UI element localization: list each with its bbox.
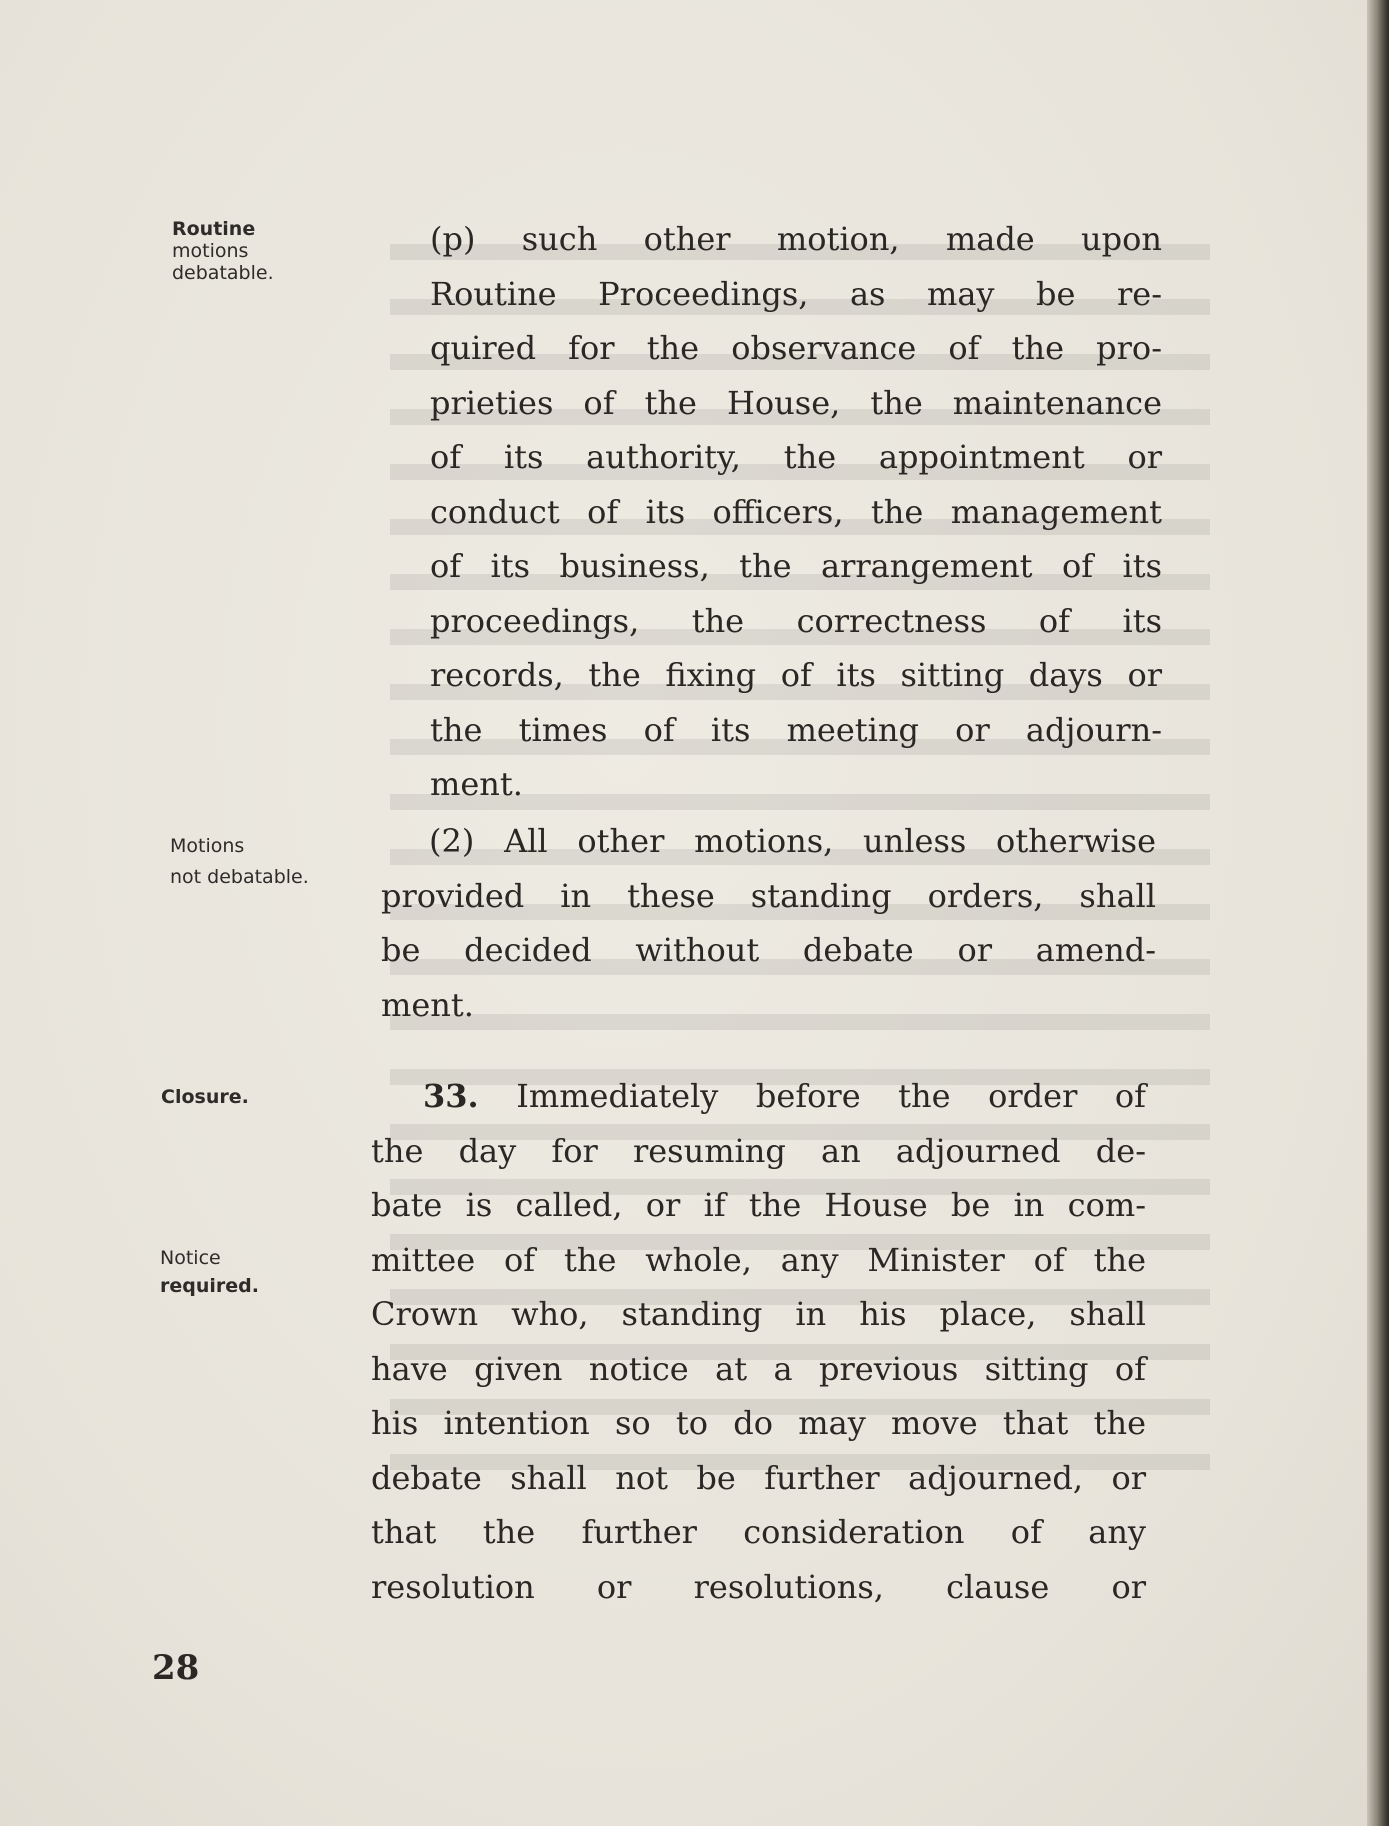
paragraph-2 [381,814,1156,1032]
text-line-first-rest: Immediately before the order of [516,1077,1147,1115]
text-line: ment. [381,985,474,1024]
text-line: resolution or resolutions, clause or [371,1567,1146,1606]
margin-note-routine-motions [172,218,274,284]
margin-note-line: debatable. [172,262,274,284]
text-line: proceedings, the correctness of its [430,601,1162,640]
text-line: prieties of the House, the maintenance [430,383,1162,422]
margin-note-line: Closure. [161,1086,249,1108]
paragraph-p [430,212,1162,812]
margin-note-line: Routine [172,218,256,240]
text-line-first [371,1069,1146,1124]
text-line: Crown who, standing in his place, shall [371,1295,1146,1333]
text-line: records, the fixing of its sitting days or [430,656,1162,694]
text-line: ment. [430,765,523,803]
text-line: the times of its meeting or adjourn- [430,710,1162,749]
margin-note-closure [161,1086,249,1108]
margin-note-notice-required [160,1244,259,1300]
text-line: his intention so to do may move that the [371,1404,1146,1442]
text-line: of its business, the arrangement of its [430,547,1162,585]
text-line: have given notice at a previous sitting of [371,1349,1146,1388]
text-line: quired for the observance of the pro- [430,329,1162,367]
margin-note-line: Motions [170,835,245,857]
margin-note-line: not debatable. [170,866,309,888]
text-line: (p) such other motion, made upon [430,220,1162,258]
text-line: provided in these standing orders, shall [381,876,1156,915]
margin-note-motions-not-debatable [170,831,309,893]
section-number: 33. [423,1077,479,1115]
margin-note-line: required. [160,1275,259,1297]
text-line: be decided without debate or amend- [381,931,1156,969]
page-number: 28 [152,1648,200,1688]
text-line: debate shall not be further adjourned, or [371,1458,1146,1497]
text-line: Routine Proceedings, as may be re- [430,274,1162,313]
text-line: that the further consideration of any [371,1513,1146,1551]
margin-note-line: Notice [160,1247,221,1269]
margin-note-line: motions [172,240,249,262]
paragraph-33 [371,1069,1146,1614]
text-line: bate is called, or if the House be in com- [371,1186,1146,1224]
text-line: conduct of its officers, the management [430,492,1162,531]
text-line: mittee of the whole, any Minister of the [371,1240,1146,1279]
page-edge-shadow [1367,0,1389,1826]
text-line: of its authority, the appointment or [430,438,1162,476]
text-line: (2) All other motions, unless otherwise [429,822,1156,860]
text-line: the day for resuming an adjourned de- [371,1131,1146,1170]
